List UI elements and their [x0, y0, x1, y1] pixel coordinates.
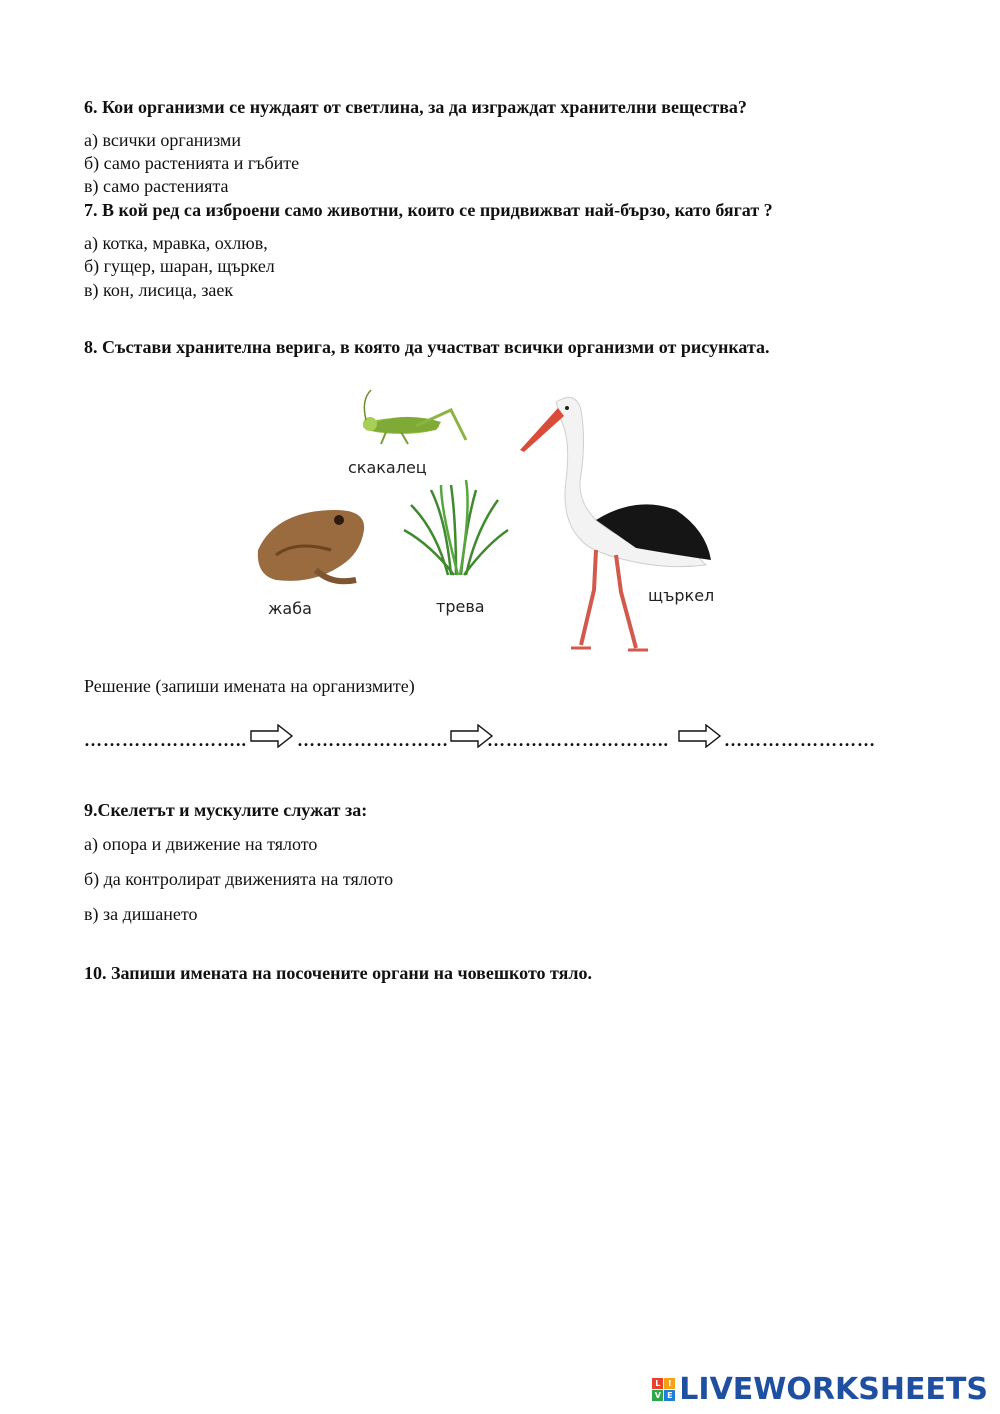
question-9-option-c: в) за дишането: [84, 904, 198, 924]
question-9-option-a: а) опора и движение на тялото: [84, 834, 318, 854]
logo-icon: [652, 1378, 675, 1401]
stork-image: [520, 398, 711, 651]
question-7-title: 7. В кой ред са изброени само животни, които се придвижват най-бързо, като бягат ?: [84, 200, 773, 220]
question-10-title: 10. Запиши имената на посочените органи на човешкото тяло.: [84, 963, 592, 983]
question-9-title: 9.Скелетът и мускулите служат за:: [84, 800, 368, 820]
arrow-right-icon: [678, 724, 722, 748]
logo-letter-e: E: [664, 1390, 675, 1401]
grasshopper-image: [363, 390, 466, 444]
chain-blank-3[interactable]: ………………………..: [487, 730, 669, 750]
stork-label: щъркел: [648, 586, 715, 605]
grass-label: трева: [436, 597, 485, 616]
food-chain-illustration: [236, 380, 746, 670]
logo-letter-l: L: [652, 1378, 663, 1389]
question-6-option-b: б) само растенията и гъбите: [84, 153, 300, 173]
question-6-option-c: в) само растенията: [84, 176, 229, 196]
logo-letter-i: I: [664, 1378, 675, 1389]
frog-image: [258, 510, 364, 581]
question-6-title: 6. Кои организми се нуждаят от светлина, за да изграждат хранителни вещества?: [84, 97, 747, 117]
liveworksheets-logo: [652, 1372, 988, 1407]
question-8-title: 8. Състави хранителна верига, в която да участват всички организми от рисунката.: [84, 337, 770, 357]
arrow-right-icon: [250, 724, 294, 748]
question-6-option-a: а) всички организми: [84, 130, 241, 150]
question-9-option-b: б) да контролират движенията на тялото: [84, 869, 394, 889]
chain-blank-4[interactable]: ……………………: [724, 730, 876, 750]
logo-letter-v: V: [652, 1390, 663, 1401]
solution-prompt: Решение (запиши имената на организмите): [84, 676, 415, 696]
question-7-option-b: б) гущер, шаран, щъркел: [84, 256, 275, 276]
chain-blank-1[interactable]: ……………………..: [84, 730, 247, 750]
grasshopper-label: скакалец: [348, 458, 427, 477]
frog-label: жаба: [268, 599, 312, 618]
grass-image: [404, 480, 508, 575]
chain-blank-2[interactable]: ……………………: [297, 730, 449, 750]
question-7-option-c: в) кон, лисица, заек: [84, 280, 234, 300]
brand-name: LIVEWORKSHEETS: [679, 1372, 988, 1407]
question-7-option-a: а) котка, мравка, охлюв,: [84, 233, 268, 253]
